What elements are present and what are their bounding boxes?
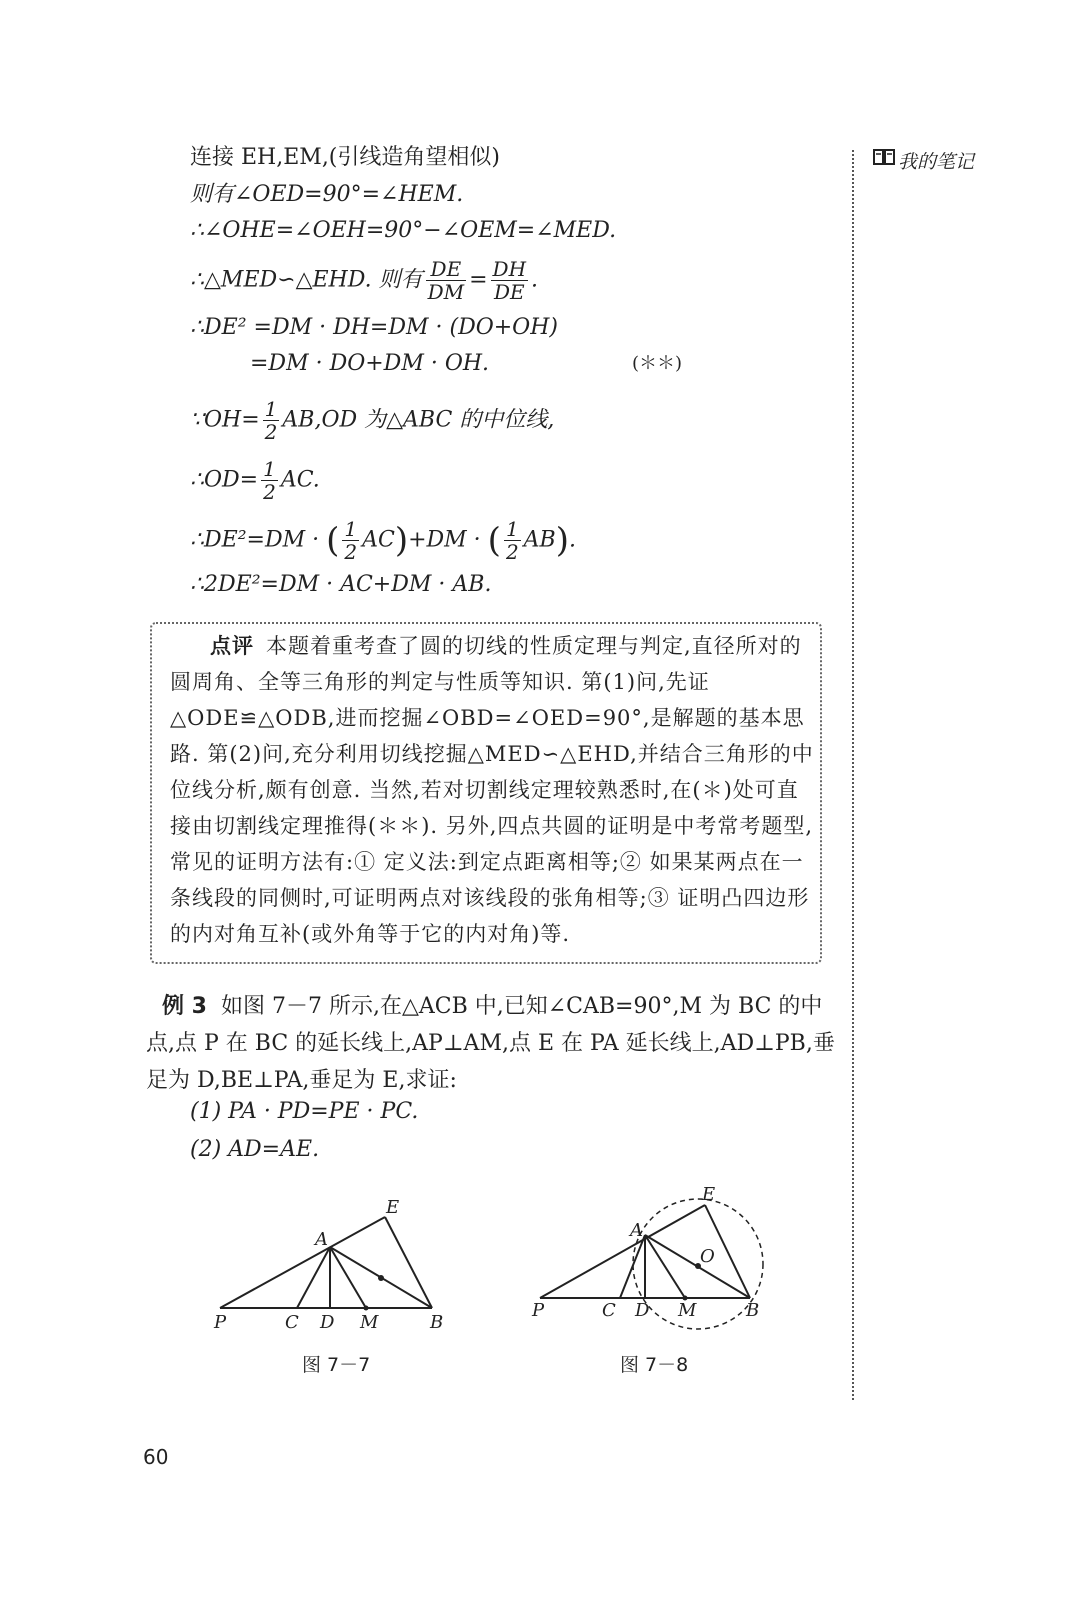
fraction-dh-de: $\frac{DH}{DE}$: [492, 257, 527, 304]
label-A: A: [630, 1220, 643, 1241]
label-M: M: [678, 1300, 697, 1321]
question-2: (2) AD=AE.: [190, 1137, 320, 1162]
example-3: [146, 988, 836, 1099]
page-number: 60: [143, 1445, 169, 1469]
proof-line-1: 连接 EH,EM,(引线造角望相似): [190, 145, 500, 170]
label-A: A: [315, 1229, 328, 1250]
my-notes-label: 我的笔记: [898, 151, 975, 173]
example-statement: 如图 7－7 所示,在△ACB 中,已知∠CAB=90°,M 为 BC 的中点,点 P 在 BC 的延长线上,AP⊥AM,点 E 在 PA 延长线上,AD⊥PB,垂足为 D,BE⊥PA,垂足为 E,求证:: [146, 994, 835, 1093]
segment-AM: [330, 1247, 366, 1308]
label-P: P: [532, 1300, 545, 1321]
label-E: E: [702, 1184, 716, 1205]
example-label: 例 3: [162, 994, 207, 1019]
proof-line-3: ∴∠OHE=∠OEH=90°−∠OEM=∠MED.: [190, 218, 617, 243]
question-1: (1) PA · PD=PE · PC.: [190, 1099, 419, 1124]
proof-line-4-pre: ∴△MED∽△EHD. 则有: [190, 267, 423, 293]
label-B: B: [430, 1312, 444, 1333]
label-P: P: [214, 1312, 227, 1333]
equation-tag: (＊＊): [632, 353, 683, 374]
book-icon: [873, 147, 895, 167]
proof-line-6: =DM · DO+DM · OH.: [250, 351, 490, 376]
label-C: C: [602, 1300, 616, 1321]
fraction-de-dm: $\frac{DE}{DM}$: [427, 257, 465, 304]
comment-text: [170, 628, 820, 952]
point-M-dot: [364, 1306, 369, 1311]
label-B: B: [746, 1300, 760, 1321]
comment-body: 本题着重考查了圆的切线的性质定理与判定,直径所对的圆周角、全等三角形的判定与性质等知识. 第(1)问,先证△ODE≌△ODB,进而挖掘∠OBD=∠OED=90°,是解题的基本思路. 第(2)问,充分利用切线挖掘△MED∽△EHD,并结合三角形的中位线分析,颇有创意. 当然,若对切割线定理较熟悉时,在(＊)处可直接由切割线定理推得(＊＊). 另外,四点共圆的证明是中考常考题型,常见的证明方法有:① 定义法:到定点距离相等;② 如果某两点在一条线段的同侧时,可证明两点对该线段的张角相等;③ 证明凸四边形的内对角互补(或外角等于它的内对角)等.: [170, 634, 814, 946]
fraction-half: $\frac{1}{2}$: [505, 517, 519, 564]
segment-PE: [540, 1205, 705, 1298]
segment-AM: [645, 1235, 685, 1298]
label-E: E: [386, 1197, 400, 1218]
notes-margin-divider: [852, 150, 854, 1400]
proof-line-4: ∴△MED∽△EHD. 则有 $\frac{DE}{DM}$ = $\frac{DH}{DE}$ .: [190, 257, 539, 304]
label-D: D: [635, 1300, 650, 1321]
segment-PE: [220, 1217, 385, 1308]
proof-line-8: ∴OD= $\frac{1}{2}$ AC.: [190, 457, 320, 504]
figure-7-8: [520, 1180, 780, 1335]
label-D: D: [320, 1312, 335, 1333]
label-O: O: [700, 1246, 715, 1267]
label-C: C: [285, 1312, 299, 1333]
proof-line-7: ∵OH= $\frac{1}{2}$ AB,OD 为△ABC 的中位线,: [190, 397, 555, 444]
proof-line-9: ∴DE²=DM · ( $\frac{1}{2}$ AC)+DM · ( $\frac{1}{2}$ AB).: [190, 517, 576, 564]
midpoint-dot: [378, 1275, 384, 1281]
proof-line-5: ∴DE² =DM · DH=DM · (DO+OH): [190, 315, 558, 340]
figure-7-7: [200, 1195, 460, 1340]
figure-7-7-caption: 图 7－7: [302, 1354, 371, 1376]
comment-label: 点评: [210, 634, 254, 658]
fraction-half: $\frac{1}{2}$: [344, 517, 358, 564]
fraction-half: $\frac{1}{2}$: [263, 457, 276, 504]
fraction-half: $\frac{1}{2}$: [264, 397, 278, 444]
proof-line-2: 则有∠OED=90°=∠HEM.: [190, 182, 464, 207]
proof-line-10: ∴2DE²=DM · AC+DM · AB.: [190, 572, 492, 597]
figure-7-8-caption: 图 7－8: [620, 1354, 689, 1376]
label-M: M: [360, 1312, 379, 1333]
